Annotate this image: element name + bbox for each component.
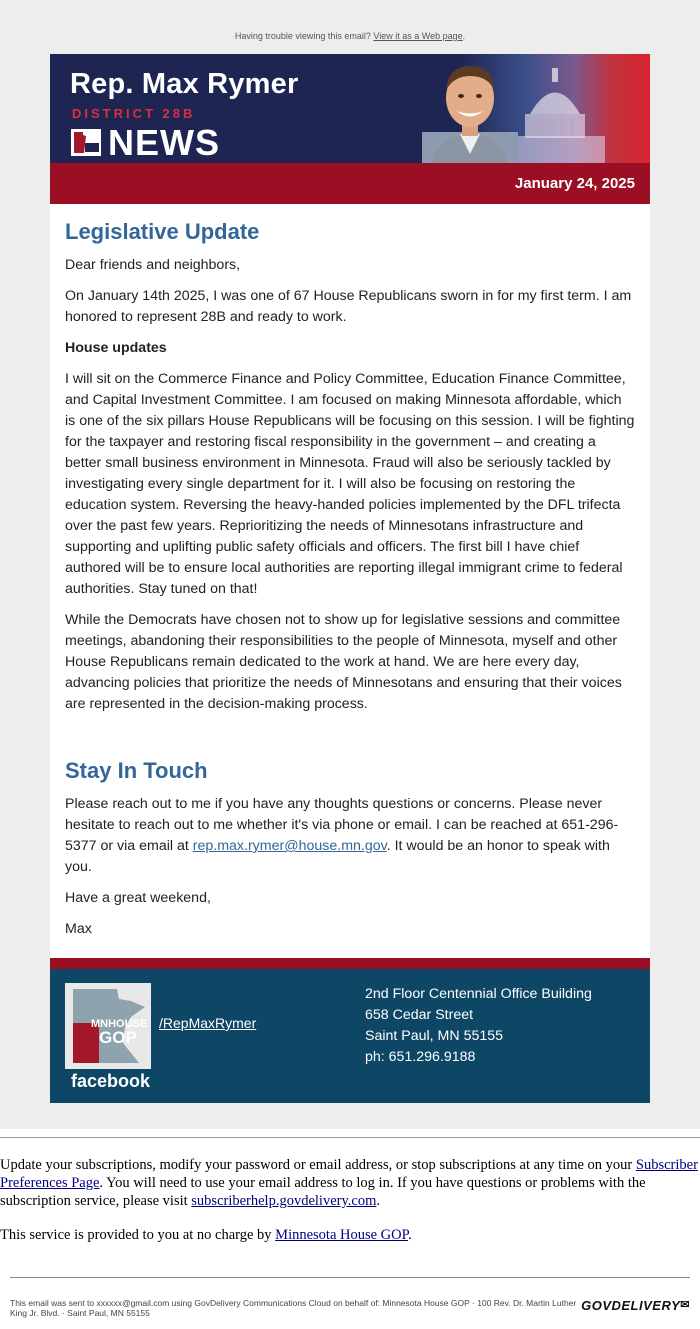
legal-footer <box>10 1277 690 1318</box>
top-note: Having trouble viewing this email? View it as a Web page. <box>234 31 466 41</box>
newsletter-card <box>50 54 650 1103</box>
subscription-divider <box>0 1137 700 1138</box>
envelope-icon: ✉ <box>680 1299 690 1311</box>
date-bar <box>50 163 650 204</box>
address-line-building: 2nd Floor Centennial Office Building <box>365 986 592 1002</box>
service-provided-text: This service is provided to you at no charge by Minnesota House GOP. <box>0 1227 412 1243</box>
article-body <box>50 204 650 958</box>
issue-date: January 24, 2025 <box>514 175 635 192</box>
subscriber-help-link[interactable]: subscriberhelp.govdelivery.com <box>191 1193 377 1209</box>
svg-text:GOP: GOP <box>99 1028 137 1047</box>
legislative-update-heading: Legislative Update <box>65 219 260 244</box>
facebook-handle-link[interactable]: /RepMaxRymer <box>159 1015 257 1031</box>
district-label: DISTRICT 28B <box>72 106 196 121</box>
svg-text:MNHOUSE: MNHOUSE <box>91 1018 148 1030</box>
paragraph-democrats: While the Democrats have chosen not to show up for legislative sessions and committee meetings, abandoning their responsibilities to the people of Minnesota, myself and other House Republicans remain dedicated to the work at hand. We are here every day, advancing policies that prioritize the needs of Minnesotans and ensuring that their voices are represented in the decision-making process. <box>65 612 622 712</box>
stay-in-touch-heading: Stay In Touch <box>65 758 208 783</box>
greeting: Dear friends and neighbors, <box>65 257 241 273</box>
signature: Max <box>65 921 92 937</box>
govdelivery-logo[interactable]: GOVDELIVERY✉ <box>581 1298 690 1313</box>
top-note-text: Having trouble viewing this email? <box>234 31 371 41</box>
paragraph-contact: Please reach out to me if you have any thoughts questions or concerns. Please never hesitate to reach out to me whether it's via phone or email. I can be reached at 651-296-5377 or via email at rep.max.rymer@house.mn.gov. It would be an honor to speak with you. <box>65 796 619 875</box>
view-web-page-link[interactable]: View it as a Web page <box>373 31 463 41</box>
email-link[interactable]: rep.max.rymer@house.mn.gov <box>192 838 387 854</box>
address-line-phone: ph: 651.296.9188 <box>365 1049 476 1065</box>
news-title: NEWS <box>108 122 220 163</box>
footer-divider <box>50 958 650 969</box>
address-line-city: Saint Paul, MN 55155 <box>365 1028 504 1044</box>
facebook-label: facebook <box>71 1071 151 1091</box>
minnesota-house-gop-link[interactable]: Minnesota House GOP <box>275 1227 409 1243</box>
footer <box>50 969 650 1103</box>
minnesota-map-icon <box>65 983 151 1069</box>
legal-text: This email was sent to xxxxxx@gmail.com using GovDelivery Communications Cloud on behalf of: Minnesota House GOP · 100 Rev. Dr. Martin Luther King Jr. Blvd. · Saint Paul, MN 55155 <box>10 1298 577 1318</box>
representative-name: Rep. Max Rymer <box>70 68 299 100</box>
mn-house-gop-logo-icon <box>71 129 101 156</box>
address-line-street: 658 Cedar Street <box>365 1007 474 1023</box>
facebook-logo-box[interactable] <box>65 983 151 1069</box>
subscription-text: Update your subscriptions, modify your password or email address, or stop subscriptions at any time on your Subscriber Preferences Page. You will need to use your email address to log in. If you have questions or problems with the subscription service, please visit subscriberhelp.govdelivery.com. <box>0 1157 698 1209</box>
subscription-section <box>0 1137 700 1244</box>
header-banner <box>50 54 650 163</box>
representative-portrait <box>422 54 518 163</box>
house-updates-subheading: House updates <box>65 340 167 356</box>
office-address <box>365 984 592 1068</box>
paragraph-committees: I will sit on the Commerce Finance and Policy Committee, Education Finance Committee, and Capital Investment Committee. I am focused on making Minnesota affordable, which is one of the six pillars House Republicans will be focusing on this session. I will be fighting for the taxpayer and restoring fiscal responsibility in the government – and creating a better small business environment in Minnesota. Fraud will also be seriously tackled by investigating every single department for it. I will also be focusing on restoring the education system. Reversing the heavy-handed policies implemented by the DFL trifecta over the past few years. Reprioritizing the needs of Minnesotans infrastructure and supporting and uplifting public safety officials and officers. The first bill I have chief authored will be to ensure local authorities are reporting illegal immigrant crime to federal authorities. Stay tuned on that! <box>65 371 635 597</box>
paragraph-sworn-in: On January 14th 2025, I was one of 67 House Republicans sworn in for my first term. I am honored to represent 28B and ready to work. <box>65 288 632 325</box>
subscriber-preferences-link[interactable]: Subscriber Preferences Page <box>0 1157 698 1191</box>
closing: Have a great weekend, <box>65 890 211 906</box>
